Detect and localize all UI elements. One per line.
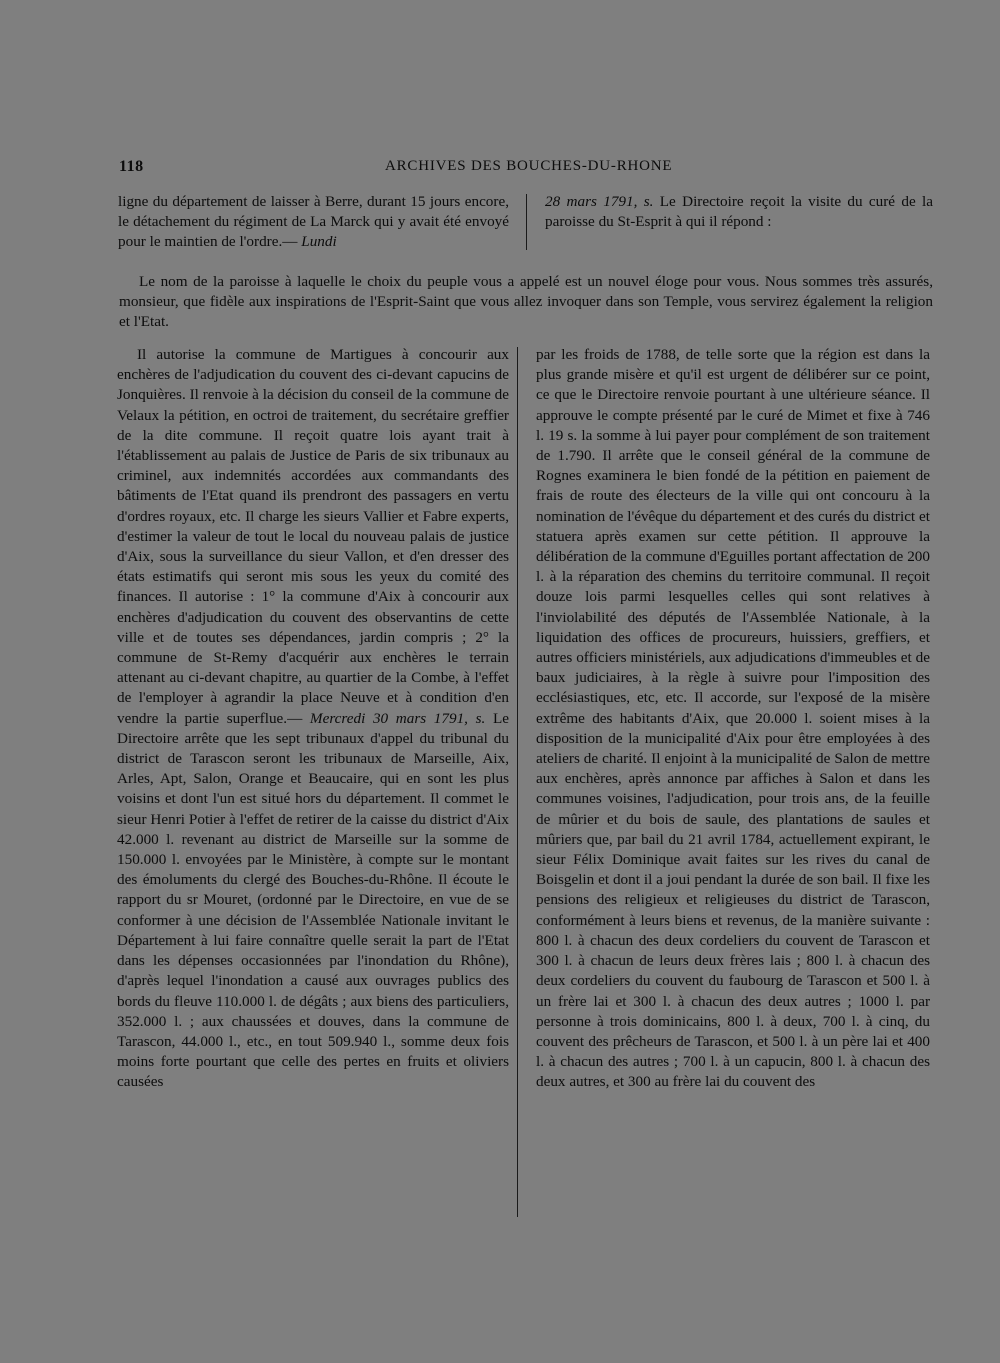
top-left-paragraph [118,192,509,253]
main-left-text-a: Il autorise la commune de Martigues à concourir aux enchères de l'adjudication du couvent des ci-devant capucins de Jonquières. Il renvoie à la décision du conseil de la commune de Velaux la pétition, en octroi de traitement, du secrétaire greffier de la dite commune. Il reçoit quatre lois ayant trait à l'établissement au palais de Justice de Paris de six tribunaux au criminel, aux indemnités accordées aux commandants des bâtiments de l'Etat quand ils prendront des passagers en vertu d'ordres royaux, etc. Il charge les sieurs Vallier et Fabre experts, d'estimer la valeur de tout le local du nouveau palais de justice d'Aix, sous la surveillance du sieur Vallon, et d'en dresser des états estimatifs qui seront mis sous les yeux du comité des finances. Il autorise : 1° la commune d'Aix à concourir aux enchères d'adjudication du couvent des observantins de cette ville et de toutes ses dépendances, jardin compris ; 2° la commune de St-Remy d'acquérir aux enchères le terrain attenant au ci-devant chapitre, au quartier de la Combe, à l'effet de l'employer à agrandir la place Neuve et à condition d'en vendre la partie superflue.— [117,346,509,727]
top-right-text: Le Directoire reçoit la visite du curé de la paroisse du St-Esprit à qui il répond : [545,193,933,231]
top-left-text: ligne du département de laisser à Berre, durant 15 jours encore, le détachement du régiment de La Marck qui y avait été envoyé pour le maintien de l'ordre.— [118,193,509,251]
main-left-date: Mercredi 30 mars 1791, s. [309,709,486,727]
main-left-column [117,345,509,1093]
main-right-paragraph: par les froids de 1788, de telle sorte que la région est dans la plus grande misère et qu'il est urgent de délibérer sur ce point, ce que le Directoire renvoie pourtant à une ultérieure séance. Il approuve le compte présenté par le curé de Mimet et fixe à 746 l. 19 s. la somme à lui payer pour complément de son traitement de 1.790. Il arrête que le conseil général de la commune de Rognes examinera le bien fondé de la pétition en paiement de frais de route des électeurs de la ville qui ont concouru à la nomination de l'évêque du département et des curés du district et statuera après examen sur cette pétition. Il approuve la délibération de la commune d'Eguilles portant affectation de 200 l. à la réparation des chemins du territoire communal. Il reçoit douze lois parmi lesquelles celles qui sont relatives à l'inviolabilité des députés de l'Assemblée Nationale, à la liquidation des offices de procureurs, huissiers, greffiers, et autres officiers ministériels, aux adjudications d'immeubles et de baux judiciaires, à la règle à suivre pour l'imposition des ecclésiastiques, etc, etc. Il accorde, sur l'exposé de la misère extrême des habitants d'Aix, que 20.000 l. soient mises à la disposition de la municipalité d'Aix pour être employées à des ateliers de charité. Il enjoint à la municipalité de Salon de mettre aux enchères, après annonce par affiches à Salon et dans les communes voisines, l'adjudication, pour trois ans, de la feuille de mûrier et du bois de saule, des plantations de saules et mûriers que, par bail du 21 avril 1784, actuellement expirant, le sieur Félix Dominique avait faites sur les rives du canal de Boisgelin et dont il a joui pendant la durée de son bail. Il fixe les pensions des religieux et religieuses du district de Tarascon, conformément à leurs biens et revenus, de la manière suivante : 800 l. à chacun des deux cordeliers du couvent de Tarascon et 300 l. à chacun de leurs deux frères lais ; 800 l. à chacun des deux cordeliers du couvent du faubourg de Tarascon et 500 l. à un frère lai et 300 l. à chacun des deux autres ; 1000 l. par personne à trois dominicains, 800 l. à deux, 700 l. à cinq, du couvent des prêcheurs de Tarascon, et 500 l. à un père lai et 400 l. à chacun des autres ; 700 l. à un capucin, 800 l. à chacun des deux autres, et 300 au frère lai du couvent des [536,346,930,1091]
running-title: ARCHIVES DES BOUCHES-DU-RHONE [385,158,673,174]
main-column-rule [517,347,518,1217]
top-right-date: 28 mars 1791, s. [545,193,654,210]
top-left-column [118,192,509,253]
top-left-date: Lundi [301,233,337,251]
main-left-text-b: Le Directoire arrête que les sept tribunaux d'appel du tribunal du district de Tarascon seront les tribunaux de Marseille, Aix, Arles, Apt, Salon, Orange et Beaucaire, qui en sont les plus voisins et dont l'un est situé hors du département. Il commet le sieur Henri Potier à l'effet de retirer de la caisse du district d'Aix 42.000 l. revenant au district de Marseille sur la somme de 150.000 l. envoyées par le Ministère, à compte sur le montant des émoluments du clergé des Bouches-du-Rhône. Il écoute le rapport du sr Mouret, (ordonné par le Directoire, en vue de se conformer à une décision de l'Assemblée Nationale invitant le Département à lui faire connaître quelle serait la part de l'Etat dans les dépenses occasionnées par l'inondation du Rhône), d'après lequel l'inondation a causé aux ouvrages publics des bords du fleuve 110.000 l. de dégâts ; aux biens des particuliers, 352.000 l. ; aux chaussées et douves, dans la commune de Tarascon, 44.000 l., etc., en tout 509.940 l., somme deux fois moins forte pourtant que celle des pertes en fruits et oliviers causées [117,709,509,1091]
top-right-column [545,192,933,232]
quote-block: Le nom de la paroisse à laquelle le choix du peuple vous a appelé est un nouvel éloge pour vous. Nous sommes très assurés, monsieur, que fidèle aux inspirations de l'Esprit-Saint que vous allez invoquer dans son Temple, vous servirez également la religion et l'Etat. [119,273,933,331]
page-number: 118 [119,158,144,175]
main-right-column [536,345,930,1093]
top-right-paragraph [545,192,933,232]
main-left-paragraph [117,345,509,1093]
top-column-rule [526,194,527,250]
